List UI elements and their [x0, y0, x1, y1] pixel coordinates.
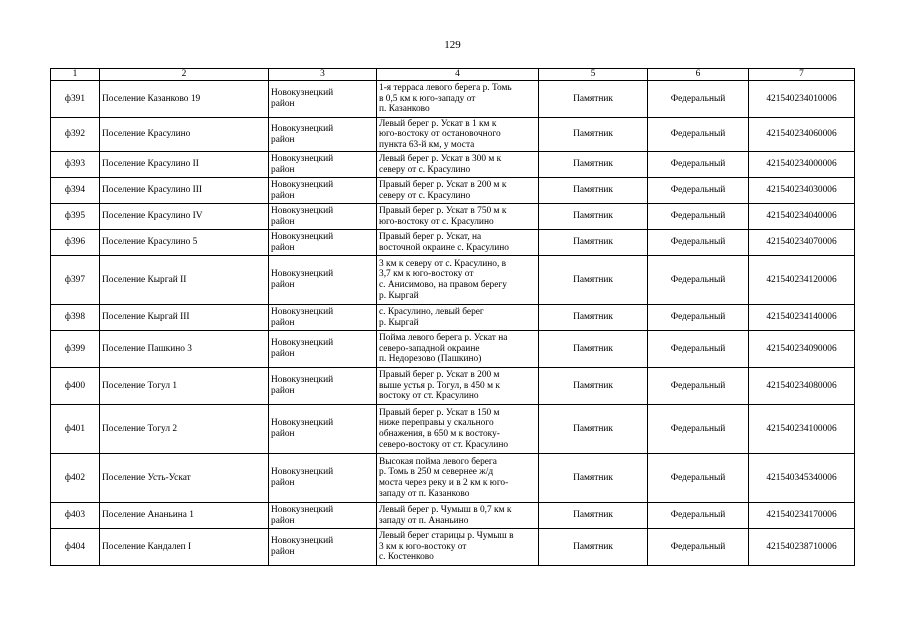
- object-registry-code: 421540234030006: [749, 178, 855, 204]
- object-type: Памятник: [539, 81, 648, 118]
- column-number-3: 3: [269, 69, 377, 81]
- object-district: [269, 454, 377, 503]
- object-name: Поселение Красулино: [100, 118, 269, 152]
- object-location-line: с. Красулино, левый берег: [379, 306, 484, 317]
- object-location: [377, 204, 539, 230]
- object-name: Поселение Казанково 19: [100, 81, 269, 118]
- object-location-line: 1-я терраса левого берега р. Томь: [379, 83, 512, 94]
- object-type: Памятник: [539, 405, 648, 454]
- object-location-line: Левый берег р. Ускат в 1 км к: [379, 118, 497, 129]
- object-district: [269, 305, 377, 331]
- object-type: Памятник: [539, 454, 648, 503]
- column-number-row: [51, 69, 855, 81]
- object-number: ф401: [51, 405, 100, 454]
- object-number: ф395: [51, 204, 100, 230]
- column-number-5: 5: [539, 69, 648, 81]
- object-district: [269, 368, 377, 405]
- object-location: [377, 529, 539, 566]
- object-district-line: Новокузнецкий: [271, 153, 334, 164]
- object-location-line: р. Томь в 250 м севернее ж/д: [379, 467, 494, 478]
- object-name: Поселение Красулино IV: [100, 204, 269, 230]
- object-location-line: 3,7 км к юго-востоку от: [379, 269, 474, 280]
- object-number: ф402: [51, 454, 100, 503]
- object-location-line: северо-западной окраине: [379, 343, 480, 354]
- object-district: [269, 529, 377, 566]
- object-type: Памятник: [539, 256, 648, 305]
- object-district-line: Новокузнецкий: [271, 269, 334, 280]
- object-registry-code: 421540234080006: [749, 368, 855, 405]
- object-number: ф397: [51, 256, 100, 305]
- object-location-line: п. Недорезово (Пашкино): [379, 354, 482, 365]
- object-type: Памятник: [539, 118, 648, 152]
- object-location: [377, 81, 539, 118]
- table-row: [51, 405, 855, 454]
- object-name: Поселение Кыргай III: [100, 305, 269, 331]
- column-number-2: 2: [100, 69, 269, 81]
- object-registry-code: 421540238710006: [749, 529, 855, 566]
- object-location-line: северо-востоку от ст. Красулино: [379, 439, 509, 450]
- registry-body: [51, 81, 855, 566]
- object-number: ф392: [51, 118, 100, 152]
- object-category: Федеральный: [648, 454, 749, 503]
- object-district-line: Новокузнецкий: [271, 179, 334, 190]
- object-district-line: Новокузнецкий: [271, 123, 334, 134]
- object-district-line: район: [271, 216, 295, 227]
- object-registry-code: 421540345340006: [749, 454, 855, 503]
- object-location-line: северу от с. Красулино: [379, 190, 471, 201]
- object-number: ф403: [51, 503, 100, 529]
- object-type: Памятник: [539, 368, 648, 405]
- page-number: 129: [444, 39, 461, 51]
- object-district: [269, 204, 377, 230]
- object-location: [377, 178, 539, 204]
- object-category: Федеральный: [648, 118, 749, 152]
- object-name: Поселение Кыргай II: [100, 256, 269, 305]
- object-type: Памятник: [539, 204, 648, 230]
- object-district-line: район: [271, 349, 295, 359]
- object-registry-code: 421540234090006: [749, 331, 855, 368]
- object-district-line: Новокузнецкий: [271, 231, 334, 242]
- object-registry-code: 421540234170006: [749, 503, 855, 529]
- object-district: [269, 178, 377, 204]
- object-district-line: район: [271, 190, 295, 201]
- object-location: [377, 368, 539, 405]
- object-district-line: Новокузнецкий: [271, 536, 334, 547]
- column-number-1: 1: [51, 69, 100, 81]
- object-district-line: район: [271, 164, 295, 175]
- object-district-line: район: [271, 547, 295, 557]
- object-location-line: р. Кыргай: [379, 290, 419, 301]
- object-registry-code: 421540234070006: [749, 230, 855, 256]
- object-type: Памятник: [539, 529, 648, 566]
- object-district: [269, 503, 377, 529]
- object-district: [269, 405, 377, 454]
- object-registry-code: 421540234040006: [749, 204, 855, 230]
- object-location-line: западу от п. Казанково: [379, 488, 470, 499]
- object-name: Поселение Кандалеп I: [100, 529, 269, 566]
- object-type: Памятник: [539, 152, 648, 178]
- object-number: ф400: [51, 368, 100, 405]
- object-location-line: восточной окраине с. Красулино: [379, 242, 509, 253]
- object-name: Поселение Красулино II: [100, 152, 269, 178]
- object-location-line: моста через реку и в 2 км к юго-: [379, 478, 509, 488]
- column-number-7: 7: [749, 69, 855, 81]
- object-category: Федеральный: [648, 204, 749, 230]
- object-location-line: западу от п. Ананьино: [379, 515, 469, 526]
- table-row: [51, 331, 855, 368]
- object-location-line: 3 км к северу от с. Красулино, в: [379, 258, 507, 269]
- object-name: Поселение Тогул 2: [100, 405, 269, 454]
- object-location-line: Правый берег р. Ускат, на: [379, 231, 482, 242]
- object-location-line: пункта 63-й км, у моста: [379, 139, 475, 150]
- table-row: [51, 178, 855, 204]
- table-row: [51, 305, 855, 331]
- object-category: Федеральный: [648, 305, 749, 331]
- object-location: [377, 305, 539, 331]
- table-row: [51, 503, 855, 529]
- object-district-line: район: [271, 317, 295, 328]
- object-type: Памятник: [539, 178, 648, 204]
- object-location-line: Правый берег р. Ускат в 750 м к: [379, 205, 507, 216]
- object-type: Памятник: [539, 305, 648, 331]
- object-category: Федеральный: [648, 152, 749, 178]
- object-number: ф399: [51, 331, 100, 368]
- object-district-line: район: [271, 386, 295, 396]
- object-district-line: Новокузнецкий: [271, 88, 334, 99]
- object-location-line: 3 км к юго-востоку от: [379, 541, 467, 552]
- object-number: ф391: [51, 81, 100, 118]
- table-row: [51, 230, 855, 256]
- object-location-line: Левый берег старицы р. Чумыш в: [379, 531, 514, 542]
- table-row: [51, 368, 855, 405]
- object-name: Поселение Красулино 5: [100, 230, 269, 256]
- object-location: [377, 331, 539, 368]
- heritage-registry-table: [50, 68, 855, 566]
- object-location: [377, 503, 539, 529]
- object-number: ф393: [51, 152, 100, 178]
- object-category: Федеральный: [648, 331, 749, 368]
- object-name: Поселение Красулино III: [100, 178, 269, 204]
- object-location-line: востоку от ст. Красулино: [379, 391, 479, 402]
- table-row: [51, 256, 855, 305]
- object-registry-code: 421540234140006: [749, 305, 855, 331]
- object-district-line: Новокузнецкий: [271, 338, 334, 349]
- object-district-line: район: [271, 280, 295, 290]
- object-category: Федеральный: [648, 405, 749, 454]
- object-category: Федеральный: [648, 178, 749, 204]
- object-location-line: п. Казанково: [379, 104, 430, 115]
- object-location-line: в 0,5 км к юго-западу от: [379, 93, 476, 104]
- object-district-line: район: [271, 515, 295, 526]
- table-row: [51, 81, 855, 118]
- object-registry-code: 421540234060006: [749, 118, 855, 152]
- object-name: Поселение Тогул 1: [100, 368, 269, 405]
- table-row: [51, 118, 855, 152]
- object-location-line: обнажения, в 650 м к востоку-: [379, 429, 500, 439]
- object-district: [269, 118, 377, 152]
- column-number-6: 6: [648, 69, 749, 81]
- object-type: Памятник: [539, 331, 648, 368]
- object-district: [269, 152, 377, 178]
- object-type: Памятник: [539, 503, 648, 529]
- object-location-line: Левый берег р. Чумыш в 0,7 км к: [379, 504, 512, 515]
- object-location-line: ниже переправы у скального: [379, 418, 494, 429]
- object-location: [377, 454, 539, 503]
- object-location: [377, 256, 539, 305]
- object-district: [269, 230, 377, 256]
- object-category: Федеральный: [648, 503, 749, 529]
- column-number-4: 4: [377, 69, 539, 81]
- object-registry-code: 421540234010006: [749, 81, 855, 118]
- object-number: ф396: [51, 230, 100, 256]
- object-location-line: с. Анисимово, на правом берегу: [379, 280, 507, 290]
- object-district-line: Новокузнецкий: [271, 467, 334, 478]
- table-row: [51, 152, 855, 178]
- object-location-line: Правый берег р. Ускат в 150 м: [379, 407, 500, 418]
- object-district-line: район: [271, 99, 295, 109]
- object-location-line: выше устья р. Тогул, в 450 м к: [379, 380, 500, 391]
- object-number: ф394: [51, 178, 100, 204]
- object-type: Памятник: [539, 230, 648, 256]
- object-number: ф398: [51, 305, 100, 331]
- table-row: [51, 204, 855, 230]
- object-location-line: Высокая пойма левого берега: [379, 456, 497, 467]
- object-district-line: Новокузнецкий: [271, 205, 334, 216]
- object-district-line: район: [271, 134, 295, 145]
- object-category: Федеральный: [648, 368, 749, 405]
- object-district-line: район: [271, 429, 295, 439]
- object-district: [269, 331, 377, 368]
- object-location-line: с. Костенково: [379, 552, 434, 563]
- object-location-line: р. Кыргай: [379, 317, 419, 328]
- object-location: [377, 230, 539, 256]
- object-registry-code: 421540234120006: [749, 256, 855, 305]
- object-district-line: Новокузнецкий: [271, 418, 334, 429]
- object-location-line: Пойма левого берега р. Ускат на: [379, 333, 508, 344]
- object-district: [269, 256, 377, 305]
- object-location-line: юго-востоку от остановочного: [379, 129, 501, 140]
- object-district-line: район: [271, 478, 295, 488]
- object-name: Поселение Усть-Ускат: [100, 454, 269, 503]
- object-location-line: Правый берег р. Ускат в 200 м к: [379, 179, 507, 190]
- object-location: [377, 152, 539, 178]
- object-district-line: Новокузнецкий: [271, 504, 334, 515]
- object-number: ф404: [51, 529, 100, 566]
- object-registry-code: 421540234000006: [749, 152, 855, 178]
- object-location-line: Правый берег р. Ускат в 200 м: [379, 370, 500, 381]
- object-category: Федеральный: [648, 256, 749, 305]
- object-location-line: северу от с. Красулино: [379, 164, 471, 175]
- object-category: Федеральный: [648, 230, 749, 256]
- table-row: [51, 529, 855, 566]
- object-district-line: Новокузнецкий: [271, 375, 334, 386]
- table-row: [51, 454, 855, 503]
- object-category: Федеральный: [648, 81, 749, 118]
- object-category: Федеральный: [648, 529, 749, 566]
- object-name: Поселение Ананьина 1: [100, 503, 269, 529]
- object-location: [377, 405, 539, 454]
- object-name: Поселение Пашкино 3: [100, 331, 269, 368]
- object-location-line: Левый берег р. Ускат в 300 м к: [379, 153, 502, 164]
- object-district-line: район: [271, 242, 295, 253]
- object-location: [377, 118, 539, 152]
- object-district: [269, 81, 377, 118]
- object-district-line: Новокузнецкий: [271, 306, 334, 317]
- object-location-line: юго-востоку от с. Красулино: [379, 216, 494, 227]
- object-registry-code: 421540234100006: [749, 405, 855, 454]
